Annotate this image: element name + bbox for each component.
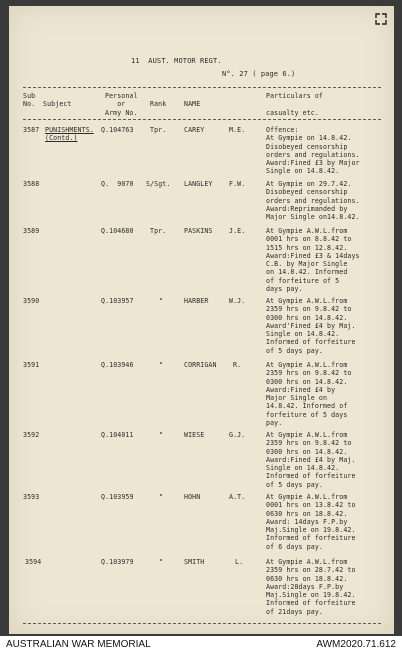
entry-surname: WIESE [184, 431, 205, 439]
entry-rank: " [159, 558, 164, 566]
entry-rank: " [159, 361, 164, 369]
entry-initials: M.E. [229, 126, 246, 134]
entry-surname: PASKINS [184, 227, 213, 235]
entry-initials: F.W. [229, 180, 246, 188]
entry-surname: LANGLEY [184, 180, 213, 188]
entry-army-no: Q.103957 [101, 297, 134, 305]
entry-army-no: Q.104011 [101, 431, 134, 439]
header-name: NAME [184, 100, 201, 108]
header-particulars: Particulars of casualty etc. [266, 92, 323, 117]
header-sub-no: Sub No. [23, 92, 36, 109]
entry-army-no: Q.104680 [101, 227, 134, 235]
page-bottom-rule [23, 623, 381, 624]
entry-surname: HARBER [184, 297, 209, 305]
entry-rank: Tpr. [150, 227, 167, 235]
entry-surname: CAREY [184, 126, 205, 134]
entry-sub-no: 3589 [23, 227, 40, 235]
header-subject: Subject [43, 100, 72, 108]
entry-rank: " [159, 431, 164, 439]
entry-particulars: At Gympie A.W.L.from 2359 hrs on 28.7.42 to 0630 hrs on 18.8.42. Award:28days F.P.by Maj.Single on 19.8.42. Informed of forfeiture of 21days pay. [266, 558, 356, 616]
footer-accession-number: AWM2020.71.612 [316, 639, 396, 650]
entry-rank: " [159, 493, 164, 501]
entry-sub-no: 3594 [25, 558, 42, 566]
entry-sub-no: 3590 [23, 297, 40, 305]
entry-rank: Tpr. [150, 126, 167, 134]
entry-particulars: At Gympie A.W.L.from 0001 hrs on 8.8.42 to 1515 hrs on 12.8.42. Award:Fined £3 & 14days C.B. by Major Single on 14.8.42. Informed of forfeiture of 5 days pay. [266, 227, 360, 294]
entry-particulars: Offence: At Gympie on 14.8.42. Disobeyed censorship orders and regulations. Award:Fined £3 by Major Single on 14.8.42. [266, 126, 360, 176]
header-bottom-rule [23, 119, 381, 120]
entry-particulars: At Gympie A.W.L.from 2359 hrs on 9.8.42 to 0300 hrs on 14.8.42. Award:Fined £4 by Maj. Single on 14.8.42. Informed of forfeiture of 5 days pay. [266, 431, 356, 489]
entry-initials: W.J. [229, 297, 246, 305]
document-page [9, 6, 394, 634]
footer-institution: AUSTRALIAN WAR MEMORIAL [6, 639, 151, 650]
entry-particulars: At Gympie A.W.L.from 2359 hrs on 9.8.42 to 0300 hrs on 14.8.42. Award'Fined £4 by Maj. Single on 14.8.42. Informed of forfeiture of 5 days pay. [266, 297, 356, 355]
entry-initials: A.T. [229, 493, 246, 501]
entry-surname: SMITH [184, 558, 205, 566]
entry-initials: L. [235, 558, 244, 566]
entry-sub-no: 3591 [23, 361, 40, 369]
entry-surname: CORRIGAN [184, 361, 217, 369]
entry-sub-no: 3588 [23, 180, 40, 188]
header-personal-no: Personal or Army No. [105, 92, 138, 117]
unit-title: 11 AUST. MOTOR REGT. [131, 57, 222, 65]
entry-army-no: Q.104763 [101, 126, 134, 134]
entry-sub-no: 3592 [23, 431, 40, 439]
entry-particulars: At Gympie A.W.L.from 2359 hrs on 9.8.42 to 0300 hrs on 14.8.42. Award:Fined £4 by Major Single on 14.8.42. Informed of forfeiture of 5 days pay. [266, 361, 352, 428]
entry-initials: J.E. [229, 227, 246, 235]
entry-rank: " [159, 297, 164, 305]
entry-army-no: Q. 9070 [101, 180, 134, 188]
header-top-rule [23, 87, 381, 88]
entry-surname: HOHN [184, 493, 201, 501]
entry-initials: R. [233, 361, 242, 369]
entry-army-no: Q.103946 [101, 361, 134, 369]
entry-initials: G.J. [229, 431, 246, 439]
expand-corner-icon[interactable] [374, 12, 388, 26]
entry-particulars: At Gympie on 29.7.42. Disobeyed censorship orders and regulations. Award:Reprimanded by Major Single on14.8.42. [266, 180, 360, 222]
entry-rank: S/Sgt. [146, 180, 171, 188]
header-rank: Rank [150, 100, 167, 108]
footer-bar [0, 636, 402, 653]
entry-army-no: Q.103979 [101, 558, 134, 566]
entry-subject: PUNISHMENTS. (Contd.) [45, 126, 94, 143]
page-reference: N°. 27 ( page 6.) [222, 70, 296, 78]
entry-army-no: Q.103959 [101, 493, 134, 501]
entry-particulars: At Gympie A.W.L.from 0001 hrs on 13.8.42 to 0630 hrs on 18.8.42. Award: 14days F.P.by Maj.Single on 19.8.42. Informed of forfeiture of 6 days pay. [266, 493, 356, 551]
entry-sub-no: 3593 [23, 493, 40, 501]
entry-sub-no: 3587 [23, 126, 40, 134]
